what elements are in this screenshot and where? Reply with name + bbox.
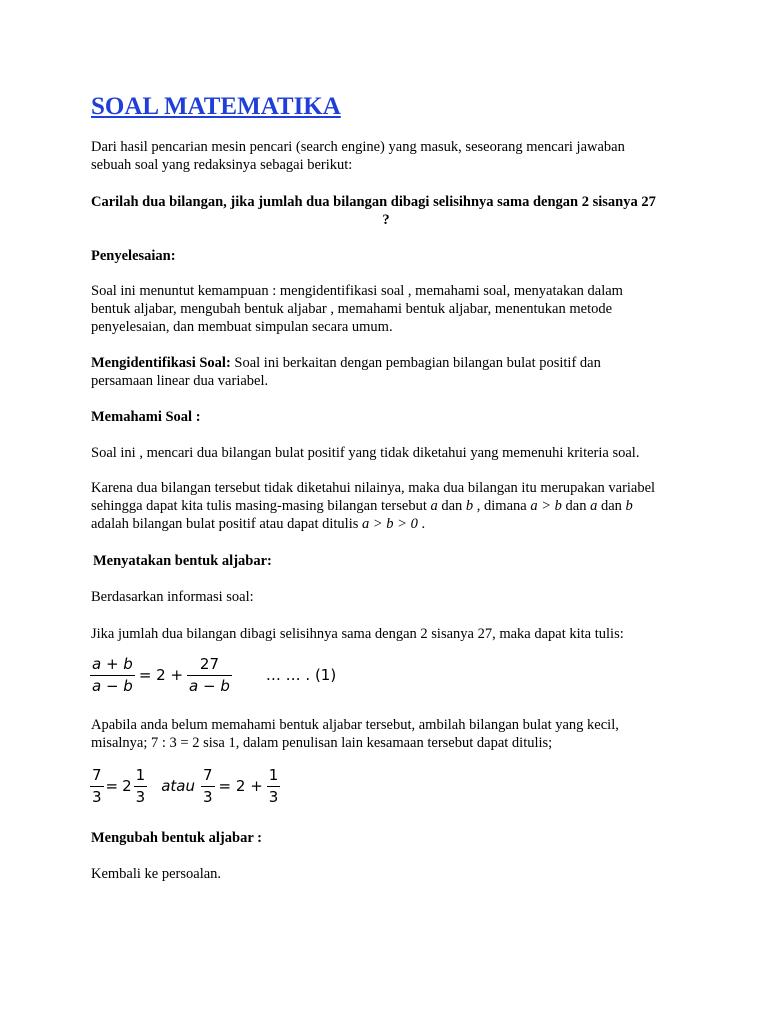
karena-line-3-text: adalah bilangan bulat positif atau dapat ditulis xyxy=(91,516,362,532)
karena-dan-3: dan xyxy=(597,498,626,514)
fraction-numerator: 27 xyxy=(199,655,219,673)
page-title: SOAL MATEMATIKA xyxy=(91,93,341,120)
equals-two-plus: = 2 + xyxy=(138,666,184,684)
penyelesaian-line-3: penyelesaian, dan membuat simpulan secara umum. xyxy=(91,319,393,335)
equation-2 xyxy=(90,766,280,807)
fraction-27-over-a-minus-b xyxy=(187,655,232,696)
penyelesaian-line-2: bentuk aljabar, mengubah bentuk aljabar , memahami bentuk aljabar, menentukan metode xyxy=(91,301,613,317)
penyelesaian-line-1: Soal ini menuntut kemampuan : mengidentifikasi soal , memahami soal, menyatakan dalam xyxy=(91,283,623,299)
fraction-numerator: 7 xyxy=(203,766,213,784)
fraction-numerator: 7 xyxy=(92,766,102,784)
equals-sign: = xyxy=(105,777,119,795)
fraction-denominator: 3 xyxy=(135,788,146,806)
karena-period: . xyxy=(417,516,426,532)
fraction-7-over-3 xyxy=(90,766,104,807)
fraction-denominator: 3 xyxy=(92,788,102,806)
penyelesaian-heading: Penyelesaian: xyxy=(91,248,176,264)
inequality-a-gt-b-gt-0: a > b > 0 xyxy=(362,516,418,532)
equation-1 xyxy=(90,655,336,696)
jika-text: Jika jumlah dua bilangan dibagi selisihnya sama dengan 2 sisanya 27, maka dapat kita tulis: xyxy=(91,626,624,642)
fraction-numerator: 1 xyxy=(268,766,279,784)
question-line-2: ? xyxy=(382,212,390,228)
identifikasi-line-2: persamaan linear dua variabel. xyxy=(91,373,269,389)
berdasarkan-text: Berdasarkan informasi soal: xyxy=(91,589,254,605)
fraction-denominator: 3 xyxy=(268,788,279,806)
karena-paragraph xyxy=(91,479,711,533)
mengubah-heading: Mengubah bentuk aljabar : xyxy=(91,830,262,846)
mixed-number-whole: 2 xyxy=(122,777,132,795)
atau-word: atau xyxy=(161,777,195,795)
identifikasi-paragraph xyxy=(91,354,691,390)
variable-b: b xyxy=(465,498,474,514)
fraction-numerator: 1 xyxy=(135,766,146,784)
intro-paragraph xyxy=(91,138,691,174)
apabila-line-2: misalnya; 7 : 3 = 2 sisa 1, dalam penulisan lain kesamaan tersebut dapat ditulis; xyxy=(91,735,553,751)
equation-label: … … . (1) xyxy=(265,666,337,684)
penyelesaian-paragraph xyxy=(91,282,691,336)
fraction-a-plus-b-over-a-minus-b xyxy=(90,655,135,696)
memahami-text: Soal ini , mencari dua bilangan bulat positif yang tidak diketahui yang memenuhi kriteria soal. xyxy=(91,445,640,461)
apabila-line-1: Apabila anda belum memahami bentuk aljabar tersebut, ambilah bilangan bulat yang kecil, xyxy=(91,717,619,733)
fraction-denominator: a − b xyxy=(189,677,230,695)
fraction-denominator: a − b xyxy=(92,677,133,695)
variable-b-2: b xyxy=(625,498,633,514)
fraction-7-over-3-b xyxy=(201,766,215,807)
question-paragraph xyxy=(91,193,691,211)
identifikasi-heading: Mengidentifikasi Soal: xyxy=(91,355,231,371)
karena-dimana: , dimana xyxy=(473,498,531,514)
kembali-text: Kembali ke persoalan. xyxy=(91,866,222,882)
intro-line-2: sebuah soal yang redaksinya sebagai berikut: xyxy=(91,157,353,173)
fraction-1-over-3 xyxy=(134,766,148,807)
karena-dan-2: dan xyxy=(561,498,591,514)
fraction-denominator: 3 xyxy=(203,788,213,806)
memahami-heading: Memahami Soal : xyxy=(91,409,201,425)
question-line-1: Carilah dua bilangan, jika jumlah dua bilangan dibagi selisihnya sama dengan 2 sisanya 27 xyxy=(91,194,656,210)
variable-a-2: a xyxy=(590,498,598,514)
karena-line-2-text: sehingga dapat kita tulis masing-masing bilangan tersebut xyxy=(91,498,431,514)
question-mark-line xyxy=(91,211,681,229)
fraction-numerator: a + b xyxy=(92,655,133,673)
identifikasi-line-1: Soal ini berkaitan dengan pembagian bilangan bulat positif dan xyxy=(230,355,601,371)
fraction-1-over-3-b xyxy=(267,766,281,807)
variable-a: a xyxy=(430,498,438,514)
karena-dan: dan xyxy=(437,498,466,514)
equals-two-plus: = 2 + xyxy=(218,777,263,795)
inequality-a-gt-b: a > b xyxy=(530,498,562,514)
menyatakan-heading: Menyatakan bentuk aljabar: xyxy=(93,553,272,569)
karena-line-1: Karena dua bilangan tersebut tidak diketahui nilainya, maka dua bilangan itu merupakan variabel xyxy=(91,480,656,496)
intro-line-1: Dari hasil pencarian mesin pencari (search engine) yang masuk, seseorang mencari jawaban xyxy=(91,139,625,155)
apabila-paragraph xyxy=(91,716,691,752)
